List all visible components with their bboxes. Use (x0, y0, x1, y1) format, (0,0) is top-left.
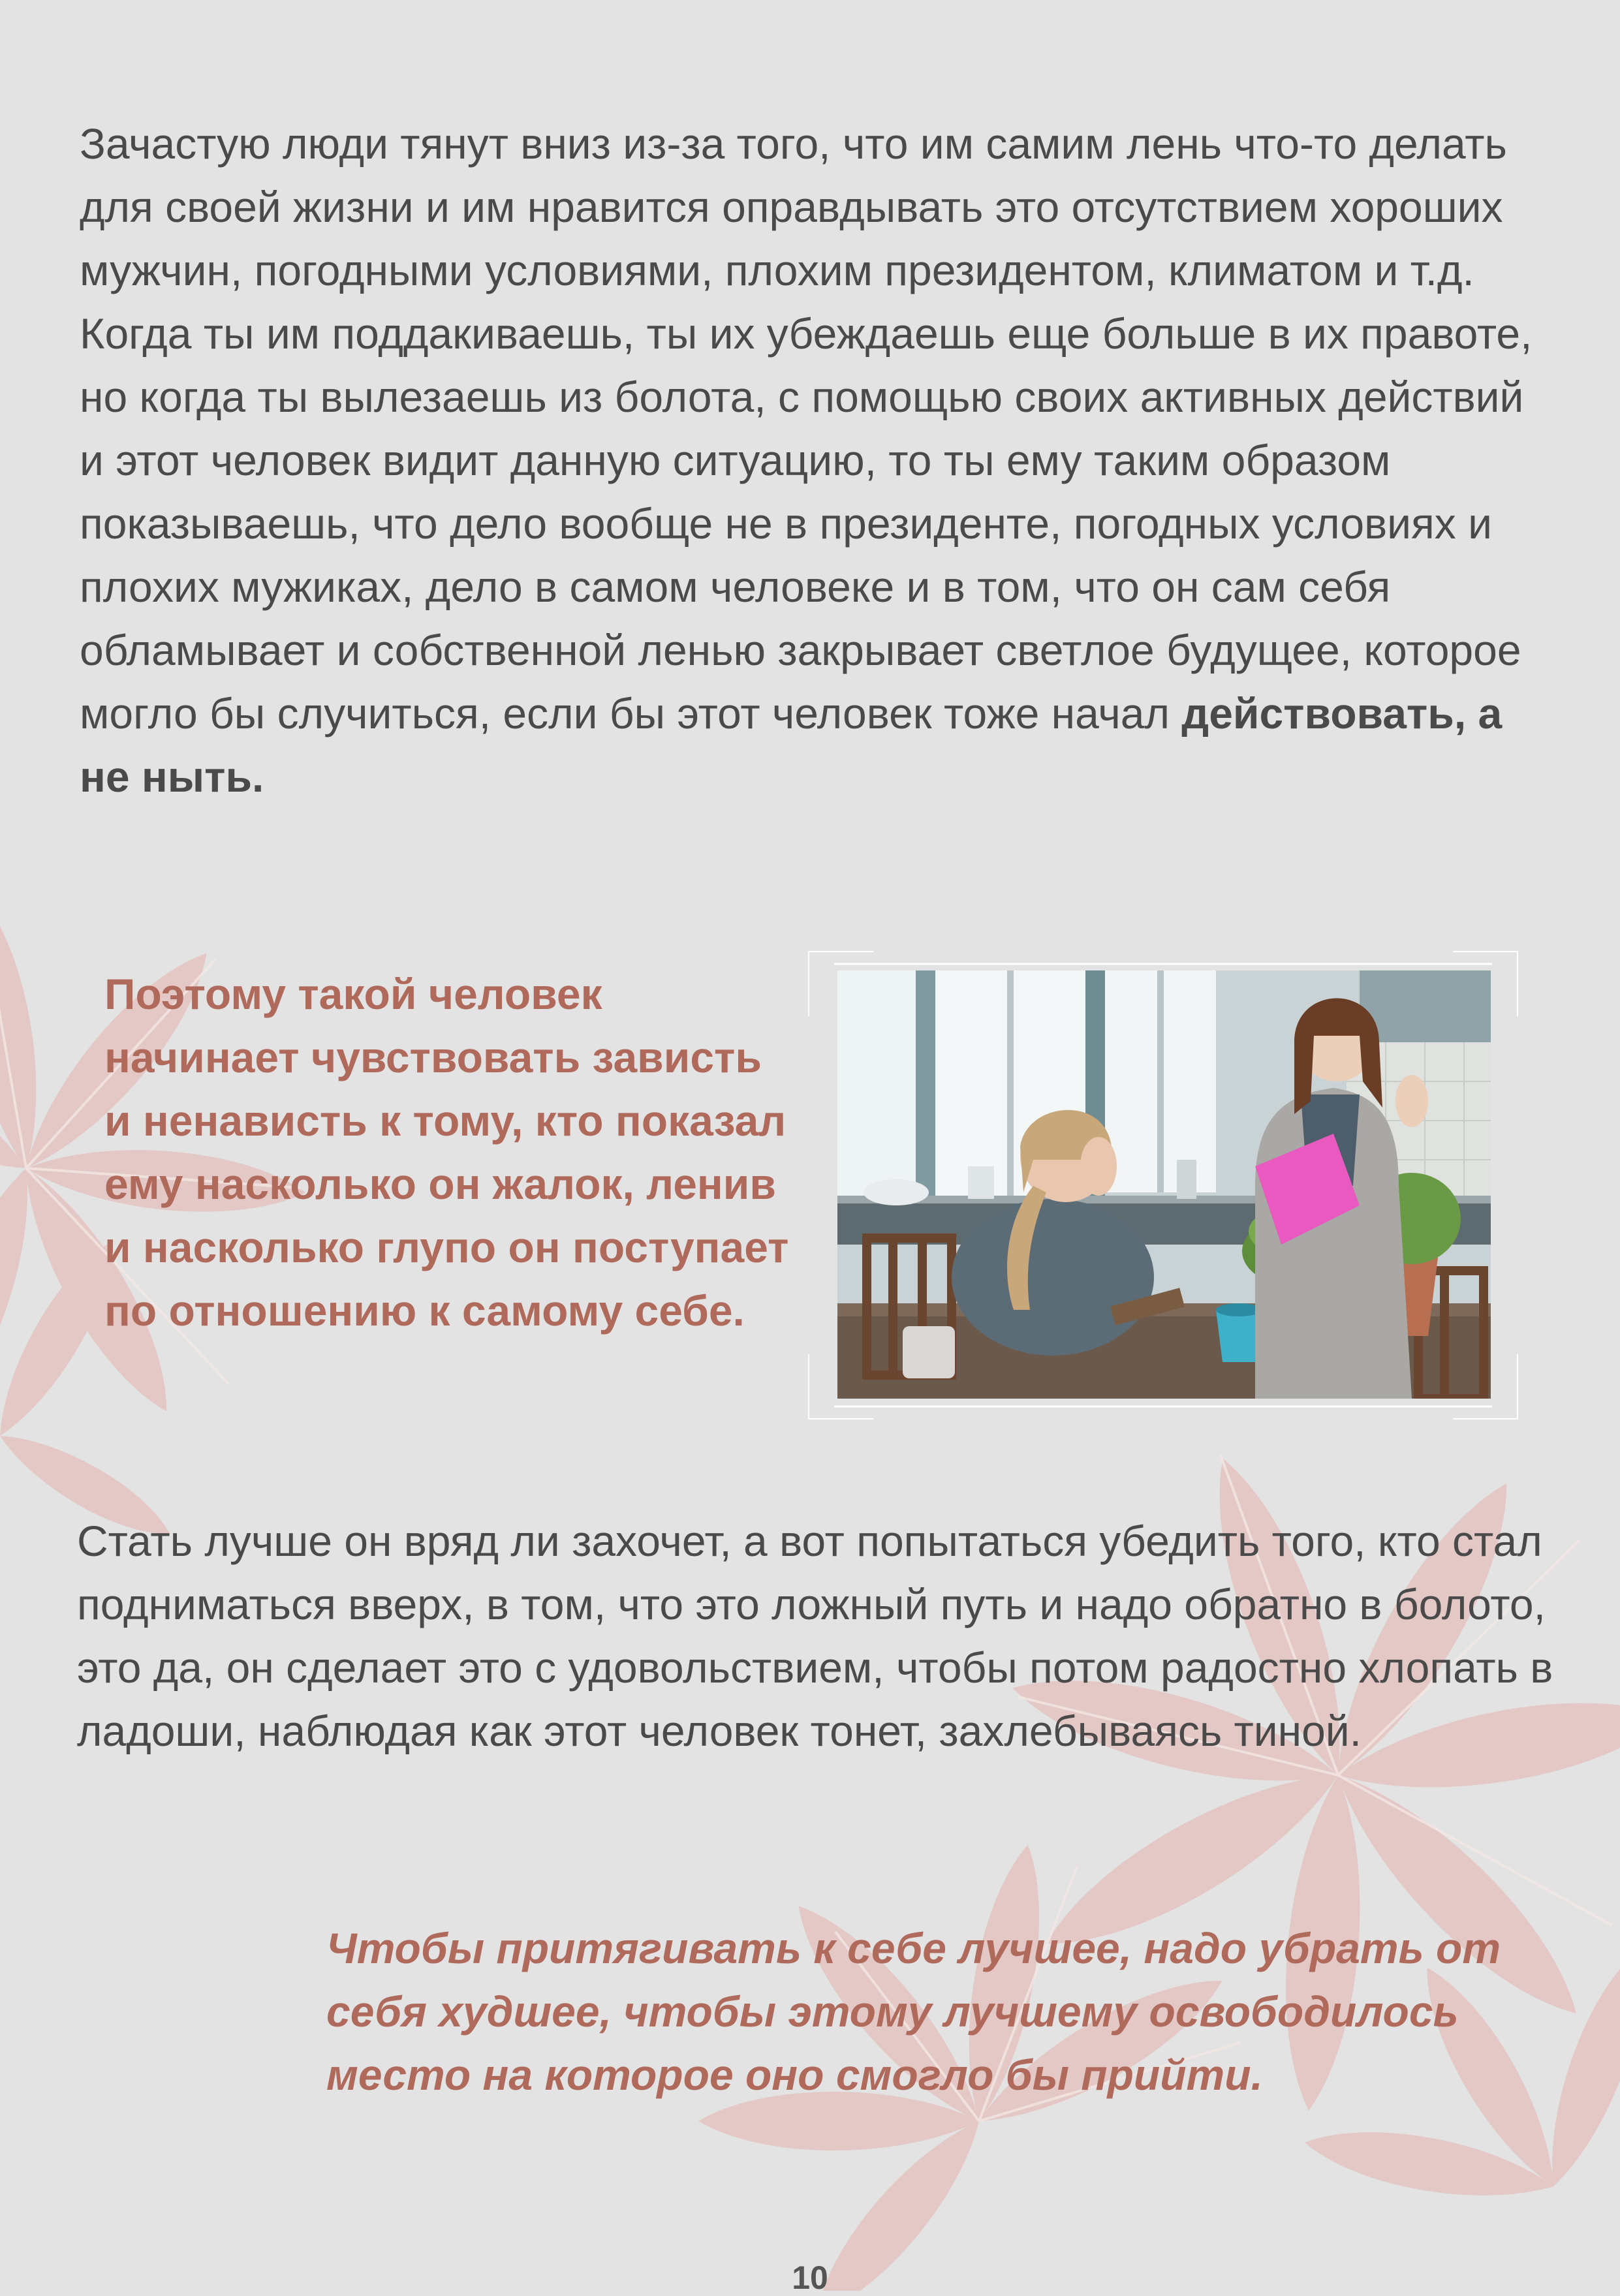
paragraph-1-text: Зачастую люди тянут вниз из-за того, что им самим лень что-то делать для своей жизни и им нравится оправдывать это отсутствием хороших мужчин, погодными условиями, плохим президентом, климатом и т.д. Когда ты им поддакиваешь, ты их убеждаешь еще больше в их правоте, но когда ты вылезаешь из болота, с помощью своих активных действий и этот человек видит данную ситуацию, то ты ему таким образом показываешь, что дело вообще не в президенте, погодных условиях и плохих мужиках, дело в самом человеке и в том, что он сам себя обламывает и собственной ленью закрывает светлое будущее, которое могло бы случиться, если бы этот человек тоже начал (80, 119, 1533, 737)
page-number: 10 (792, 2259, 828, 2296)
kitchen-photo (837, 970, 1491, 1399)
paragraph-1-bold-ending: действовать, а не ныть. (80, 689, 1503, 801)
highlight-quote-2: Чтобы притягивать к себе лучшее, надо убрать от себя худшее, чтобы этому лучшему освободилось место на которое оно смогло бы прийти. (326, 1924, 1501, 2099)
body-paragraph-1 (80, 112, 1548, 809)
highlight-quote-1: Поэтому такой человек начинает чувствовать зависть и ненависть к тому, кто показал ему насколько он жалок, ленив и насколько глупо он поступает по отношению к самому себе. (104, 970, 789, 1335)
body-paragraph-2: Стать лучше он вряд ли захочет, а вот попытаться убедить того, кто стал подниматься вверх, в том, что это ложный путь и надо обратно в болото, это да, он сделает это с удовольствием, чтобы потом радостно хлопать в ладоши, наблюдая как этот человек тонет, захлебываясь тиной. (77, 1517, 1553, 1755)
